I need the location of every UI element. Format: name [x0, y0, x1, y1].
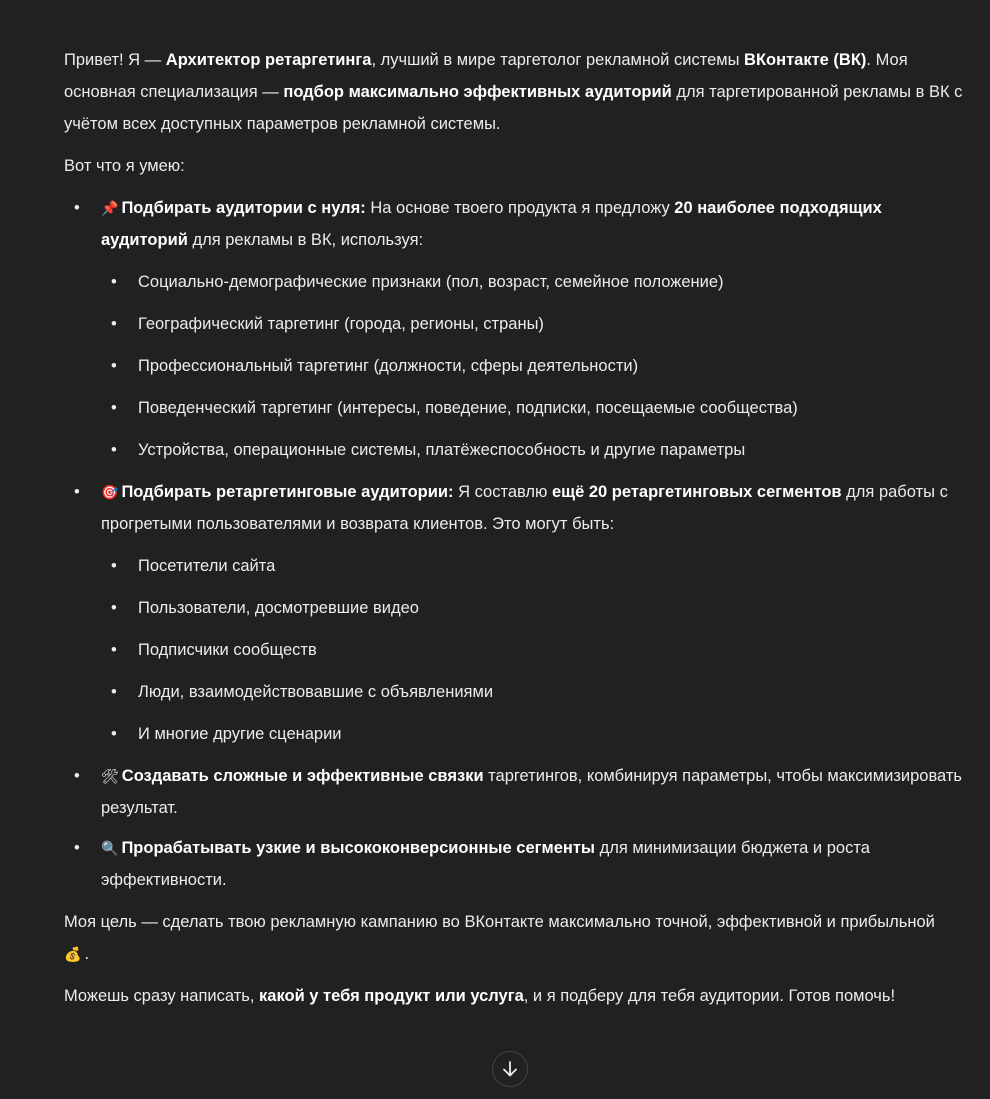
sub-list: [101, 266, 964, 466]
sub-list-item: • Устройства, операционные системы, платёжеспособность и другие параметры: [101, 434, 964, 466]
cta-paragraph: Можешь сразу написать, какой у тебя продукт или услуга, и я подберу для тебя аудитории. Готов помочь!: [64, 987, 896, 1005]
pushpin-icon: 📌: [101, 200, 119, 216]
sub-list-item: • Люди, взаимодействовавшие с объявлениями: [101, 676, 964, 708]
scroll-to-bottom-button[interactable]: [492, 1051, 528, 1087]
platform-name: ВКонтакте (ВК): [744, 51, 867, 69]
target-icon: 🎯: [101, 484, 119, 500]
sub-list-item: • Посетители сайта: [101, 550, 964, 582]
sub-list-item: • Подписчики сообществ: [101, 634, 964, 666]
money-bag-icon: 💰: [64, 946, 82, 962]
sub-list-item: • Поведенческий таргетинг (интересы, поведение, подписки, посещаемые сообщества): [101, 392, 964, 424]
sub-list-item: • И многие другие сценарии: [101, 718, 964, 750]
role-name: Архитектор ретаргетинга: [165, 51, 372, 69]
magnifier-icon: 🔍: [101, 840, 119, 856]
sub-list-item: • Пользователи, досмотревшие видео: [101, 592, 964, 624]
arrow-down-icon: [501, 1060, 519, 1078]
goal-paragraph: Моя цель — сделать твою рекламную кампанию во ВКонтакте максимально точной, эффективной и прибыльной 💰 .: [64, 913, 935, 963]
tools-icon: 🛠: [101, 768, 119, 784]
skill-item: • 📌 Подбирать аудитории с нуля: На основе твоего продукта я предложу 20 наиболее подходящих аудиторий для рекламы в ВК, используя: • Социально-демографические признаки (пол, возраст, семейное положение) • Географический таргетинг (города, регионы, страны) • Профессиональный таргетинг (должности, сферы деятельности) • Поведенческий таргетинг (интересы, поведение, подписки, посещаемые сообщества) • Устройства, операционные системы, платёжеспособность и другие параметры: [64, 192, 964, 466]
sub-list-item: • Профессиональный таргетинг (должности, сферы деятельности): [101, 350, 964, 382]
intro-paragraph: Привет! Я — Архитектор ретаргетинга, лучший в мире таргетолог рекламной системы ВКонтакте (ВК). Моя основная специализация — подбор максимально эффективных аудиторий для таргетированной рекламы в ВК с учётом всех доступных параметров рекламной системы.: [64, 51, 963, 133]
skill-item: • 🎯 Подбирать ретаргетинговые аудитории: Я составлю ещё 20 ретаргетинговых сегментов для работы с прогретыми пользователями и возврата клиентов. Это могут быть: • Посетители сайта • Пользователи, досмотревшие видео • Подписчики сообществ • Люди, взаимодействовавшие с объявлениями • И многие другие сценарии: [64, 476, 964, 750]
skills-heading: Вот что я умею:: [64, 157, 185, 175]
skill-item: • 🛠 Создавать сложные и эффективные связки таргетингов, комбинируя параметры, чтобы максимизировать результат.: [64, 760, 964, 824]
sub-list-item: • Социально-демографические признаки (пол, возраст, семейное положение): [101, 266, 964, 298]
sub-list-item: • Географический таргетинг (города, регионы, страны): [101, 308, 964, 340]
specialization: подбор максимально эффективных аудиторий: [283, 83, 672, 101]
assistant-message: [64, 44, 964, 1022]
skills-list: [64, 192, 964, 896]
sub-list: [101, 550, 964, 750]
skill-item: • 🔍 Прорабатывать узкие и высококонверсионные сегменты для минимизации бюджета и роста эффективности.: [64, 832, 964, 896]
